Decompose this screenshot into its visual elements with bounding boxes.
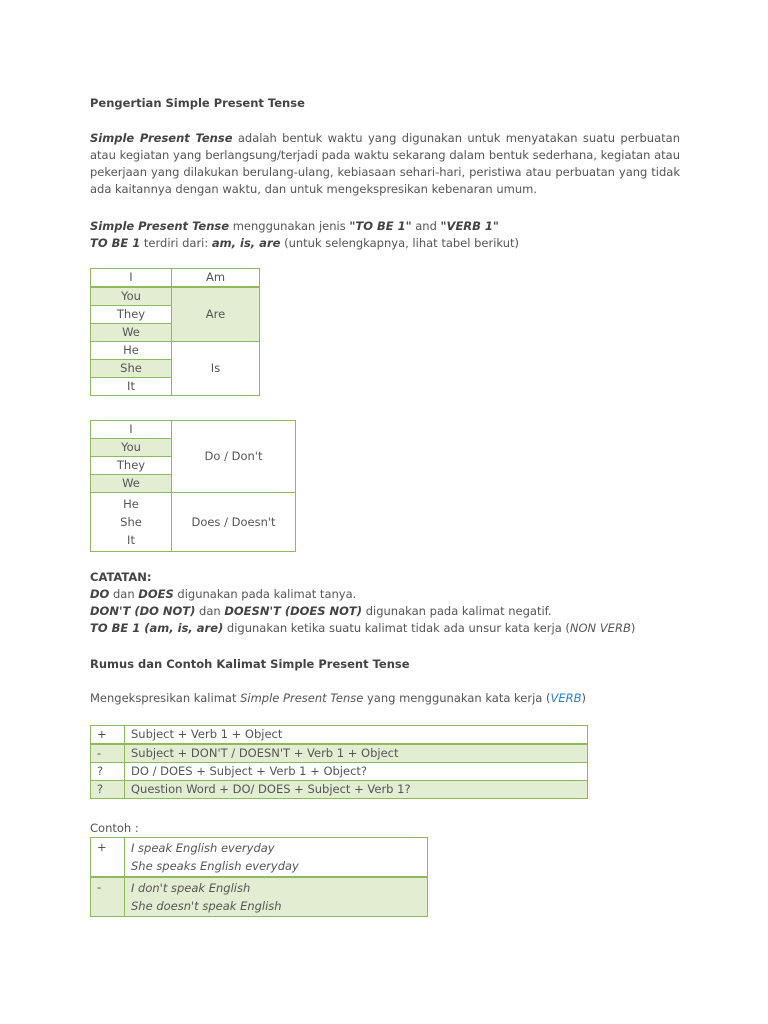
pronoun-cell: They <box>91 457 172 475</box>
verb-cell: Does / Doesn't <box>172 493 296 552</box>
usage-forms: am, is, are <box>211 236 281 250</box>
usage-paragraph <box>90 218 680 252</box>
usage-tobe1: TO BE 1 <box>90 236 141 250</box>
table-row <box>91 269 260 288</box>
example-cell <box>125 838 428 878</box>
formula-cell: Subject + Verb 1 + Object <box>125 726 588 745</box>
note-term: DOESN'T (DOES NOT) <box>224 604 363 618</box>
sign-cell: - <box>91 744 125 763</box>
formula-cell: DO / DOES + Subject + Verb 1 + Object? <box>125 763 588 781</box>
note-term: TO BE 1 (am, is, are) <box>90 621 224 635</box>
note-term: DON'T (DO NOT) <box>90 604 196 618</box>
example-label: Contoh : <box>90 821 139 835</box>
table-row <box>91 421 296 439</box>
pronoun-cell: She <box>91 360 172 378</box>
note-text: dan <box>109 587 139 601</box>
pronoun-cell: They <box>91 306 172 324</box>
intro-text: adalah bentuk waktu yang digunakan untuk menyatakan suatu perbuatan atau kegiatan yang berlangsung/terjadi pada waktu sekarang dalam bentuk sederhana, kegiatan atau pekerjaan yang dilakukan berulang-ulang, kebiasaan sehari-hari, peristiwa atau perbuatan yang tidak ada kaitannya dengan waktu, dan untuk mengekspresikan kebenaran umum. <box>90 131 680 196</box>
example-line: I speak English everyday <box>131 841 275 855</box>
pronoun-he: He <box>123 497 139 511</box>
verb-cell: Is <box>172 342 260 396</box>
pronoun-cell: You <box>91 287 172 306</box>
note-text: digunakan ketika suatu kalimat tidak ada unsur kata kerja ( <box>223 621 570 635</box>
table-row <box>91 744 588 763</box>
note-italic: NON VERB <box>569 621 631 635</box>
pronoun-cell: I <box>91 421 172 439</box>
table-row <box>91 493 296 552</box>
formula-description <box>90 691 680 705</box>
verb-cell: Do / Don't <box>172 421 296 493</box>
section-heading: Rumus dan Contoh Kalimat Simple Present Tense <box>90 657 410 671</box>
pronoun-cell: We <box>91 324 172 342</box>
table-row <box>91 287 260 306</box>
sign-cell: + <box>91 726 125 745</box>
note-term: DOES <box>138 587 174 601</box>
table-row <box>91 877 428 917</box>
note-text: dan <box>195 604 225 618</box>
example-line: I don't speak English <box>131 881 251 895</box>
pronoun-cell: It <box>91 378 172 396</box>
desc-term: Simple Present Tense <box>240 691 364 705</box>
formula-cell: Question Word + DO/ DOES + Subject + Verb 1? <box>125 781 588 799</box>
note-text: digunakan pada kalimat negatif. <box>362 604 552 618</box>
example-line: She doesn't speak English <box>131 899 282 913</box>
page-title: Pengertian Simple Present Tense <box>90 96 305 110</box>
note-term: DO <box>90 587 110 601</box>
pronoun-it: It <box>127 533 135 547</box>
pronoun-cell: He <box>91 342 172 360</box>
usage-term: Simple Present Tense <box>90 219 230 233</box>
formula-cell: Subject + DON'T / DOESN'T + Verb 1 + Object <box>125 744 588 763</box>
example-line: She speaks English everyday <box>131 859 299 873</box>
example-cell <box>125 877 428 917</box>
note-text: ) <box>630 621 636 635</box>
formula-table <box>90 725 588 799</box>
verb-cell: Am <box>172 269 260 288</box>
intro-paragraph <box>90 130 680 198</box>
table-row <box>91 781 588 799</box>
table-row <box>91 726 588 745</box>
example-table <box>90 837 428 917</box>
usage-text: menggunakan jenis <box>229 219 350 233</box>
verb-cell: Are <box>172 287 260 342</box>
table-row <box>91 838 428 878</box>
usage-and: and <box>411 219 441 233</box>
pronoun-cell <box>91 493 172 552</box>
desc-text: ) <box>581 691 586 705</box>
verb-link: VERB <box>550 691 582 705</box>
intro-term: Simple Present Tense <box>90 131 233 145</box>
sign-cell: ? <box>91 763 125 781</box>
do-table <box>90 420 296 552</box>
table-row <box>91 763 588 781</box>
pronoun-cell: We <box>91 475 172 493</box>
pronoun-she: She <box>120 515 142 529</box>
tobe-table <box>90 268 260 396</box>
pronoun-cell: I <box>91 269 172 288</box>
sign-cell: ? <box>91 781 125 799</box>
notes-section <box>90 569 680 637</box>
pronoun-cell: You <box>91 439 172 457</box>
desc-text: yang menggunakan kata kerja ( <box>363 691 551 705</box>
usage-consists: terdiri dari: <box>140 236 212 250</box>
usage-note: (untuk selengkapnya, lihat tabel berikut) <box>280 236 519 250</box>
sign-cell: + <box>91 838 125 878</box>
usage-verb: "VERB 1" <box>440 219 499 233</box>
notes-title: CATATAN: <box>90 570 152 584</box>
table-row <box>91 342 260 360</box>
sign-cell: - <box>91 877 125 917</box>
note-text: digunakan pada kalimat tanya. <box>173 587 357 601</box>
usage-tobe: "TO BE 1" <box>349 219 412 233</box>
desc-text: Mengekspresikan kalimat <box>90 691 241 705</box>
